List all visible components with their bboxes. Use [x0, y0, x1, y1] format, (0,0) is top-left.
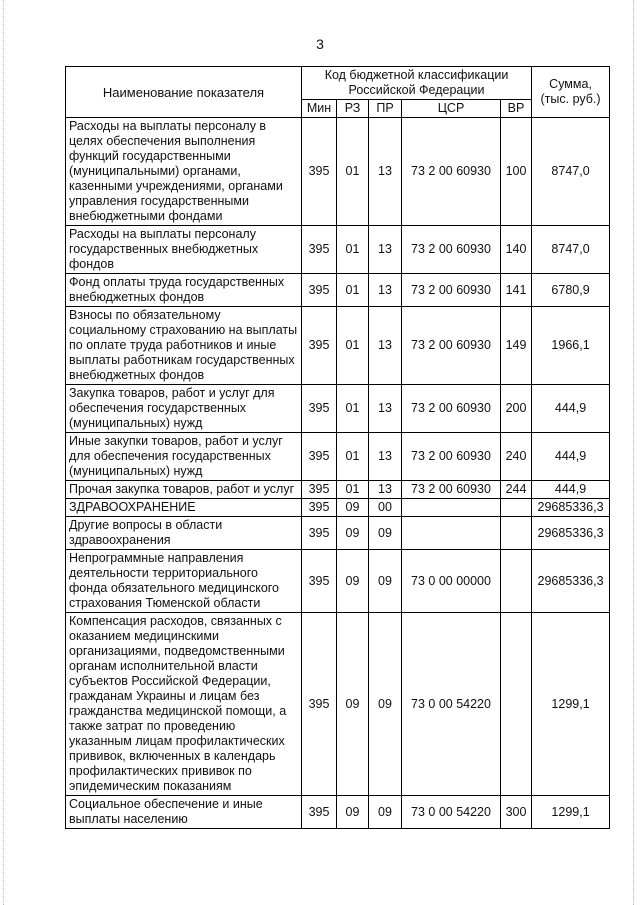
row-pr: 09 [369, 796, 402, 829]
header-pr: ПР [369, 100, 402, 118]
table-row [66, 433, 610, 481]
row-rz: 01 [337, 274, 369, 307]
row-csr: 73 0 00 54220 [402, 796, 501, 829]
row-sum: 29685336,3 [532, 517, 610, 550]
row-name: Расходы на выплаты персоналу государственных внебюджетных фондов [66, 226, 302, 274]
row-sum: 29685336,3 [532, 550, 610, 613]
row-vr: 300 [501, 796, 532, 829]
table-row [66, 118, 610, 226]
row-sum: 8747,0 [532, 226, 610, 274]
row-rz: 01 [337, 118, 369, 226]
row-sum: 444,9 [532, 385, 610, 433]
row-rz: 09 [337, 499, 369, 517]
row-vr [501, 613, 532, 796]
row-name: Фонд оплаты труда государственных внебюджетных фондов [66, 274, 302, 307]
row-name: Иные закупки товаров, работ и услуг для обеспечения государственных (муниципальных) нужд [66, 433, 302, 481]
row-pr: 09 [369, 517, 402, 550]
row-min: 395 [302, 499, 337, 517]
row-pr: 13 [369, 481, 402, 499]
header-sum: Сумма, (тыс. руб.) [532, 67, 610, 118]
row-name: Расходы на выплаты персоналу в целях обеспечения выполнения функций государственными (муниципальными) органами, казенными учреждениями, органами управления государственными внебюджетными фондами [66, 118, 302, 226]
row-min: 395 [302, 307, 337, 385]
row-min: 395 [302, 550, 337, 613]
row-sum: 8747,0 [532, 118, 610, 226]
table-row [66, 613, 610, 796]
row-min: 395 [302, 433, 337, 481]
row-vr: 240 [501, 433, 532, 481]
row-vr: 244 [501, 481, 532, 499]
row-vr: 141 [501, 274, 532, 307]
row-rz: 01 [337, 433, 369, 481]
row-name: ЗДРАВООХРАНЕНИЕ [66, 499, 302, 517]
row-csr [402, 517, 501, 550]
row-rz: 01 [337, 307, 369, 385]
row-rz: 09 [337, 550, 369, 613]
row-vr: 100 [501, 118, 532, 226]
table-row [66, 307, 610, 385]
row-name: Другие вопросы в области здравоохранения [66, 517, 302, 550]
table-body [66, 118, 610, 829]
row-csr: 73 2 00 60930 [402, 433, 501, 481]
scan-edge-right [633, 0, 634, 905]
row-vr [501, 550, 532, 613]
header-name: Наименование показателя [66, 67, 302, 118]
row-sum: 1966,1 [532, 307, 610, 385]
row-pr: 13 [369, 385, 402, 433]
header-min: Мин [302, 100, 337, 118]
row-pr: 00 [369, 499, 402, 517]
row-min: 395 [302, 796, 337, 829]
row-vr: 200 [501, 385, 532, 433]
row-pr: 09 [369, 550, 402, 613]
row-vr: 149 [501, 307, 532, 385]
row-vr: 140 [501, 226, 532, 274]
row-rz: 09 [337, 796, 369, 829]
row-sum: 6780,9 [532, 274, 610, 307]
row-min: 395 [302, 517, 337, 550]
table-row [66, 274, 610, 307]
row-pr: 13 [369, 118, 402, 226]
row-sum: 444,9 [532, 433, 610, 481]
row-sum: 1299,1 [532, 613, 610, 796]
row-name: Взносы по обязательному социальному страхованию на выплаты по оплате труда работников и иные выплаты работникам государственных внебюджетных фондов [66, 307, 302, 385]
row-min: 395 [302, 385, 337, 433]
row-min: 395 [302, 274, 337, 307]
row-name: Прочая закупка товаров, работ и услуг [66, 481, 302, 499]
row-min: 395 [302, 613, 337, 796]
table-row [66, 385, 610, 433]
row-vr [501, 517, 532, 550]
row-min: 395 [302, 226, 337, 274]
row-rz: 01 [337, 385, 369, 433]
page-number: 3 [316, 36, 324, 52]
header-csr: ЦСР [402, 100, 501, 118]
header-code-group: Код бюджетной классификации Российской Федерации [302, 67, 532, 100]
row-pr: 13 [369, 226, 402, 274]
row-csr: 73 2 00 60930 [402, 385, 501, 433]
row-vr [501, 499, 532, 517]
row-rz: 01 [337, 226, 369, 274]
table-row [66, 499, 610, 517]
row-pr: 09 [369, 613, 402, 796]
row-name: Непрограммные направления деятельности территориального фонда обязательного медицинского страхования Тюменской области [66, 550, 302, 613]
table-row [66, 226, 610, 274]
row-min: 395 [302, 481, 337, 499]
row-pr: 13 [369, 274, 402, 307]
row-name: Закупка товаров, работ и услуг для обеспечения государственных (муниципальных) нужд [66, 385, 302, 433]
row-rz: 09 [337, 517, 369, 550]
header-vr: ВР [501, 100, 532, 118]
row-csr: 73 2 00 60930 [402, 274, 501, 307]
row-csr: 73 2 00 60930 [402, 307, 501, 385]
budget-table [65, 66, 610, 829]
row-csr: 73 2 00 60930 [402, 226, 501, 274]
row-csr: 73 0 00 00000 [402, 550, 501, 613]
table-row [66, 517, 610, 550]
row-csr: 73 2 00 60930 [402, 118, 501, 226]
row-rz: 09 [337, 613, 369, 796]
row-sum: 444,9 [532, 481, 610, 499]
row-name: Компенсация расходов, связанных с оказанием медицинскими организациями, подведомственными органам исполнительной власти субъектов Российской Федерации, гражданам Украины и лицам без гражданства медицинской помощи, а также затрат по проведению указанным лицам профилактических прививок, включенных в календарь профилактических прививок по эпидемическим показаниям [66, 613, 302, 796]
row-min: 395 [302, 118, 337, 226]
row-pr: 13 [369, 433, 402, 481]
row-csr [402, 499, 501, 517]
row-sum: 29685336,3 [532, 499, 610, 517]
row-pr: 13 [369, 307, 402, 385]
table-row [66, 550, 610, 613]
table-row [66, 796, 610, 829]
row-csr: 73 2 00 60930 [402, 481, 501, 499]
table-row [66, 481, 610, 499]
row-rz: 01 [337, 481, 369, 499]
header-rz: РЗ [337, 100, 369, 118]
row-name: Социальное обеспечение и иные выплаты населению [66, 796, 302, 829]
row-sum: 1299,1 [532, 796, 610, 829]
scan-edge-left [3, 0, 4, 905]
row-csr: 73 0 00 54220 [402, 613, 501, 796]
